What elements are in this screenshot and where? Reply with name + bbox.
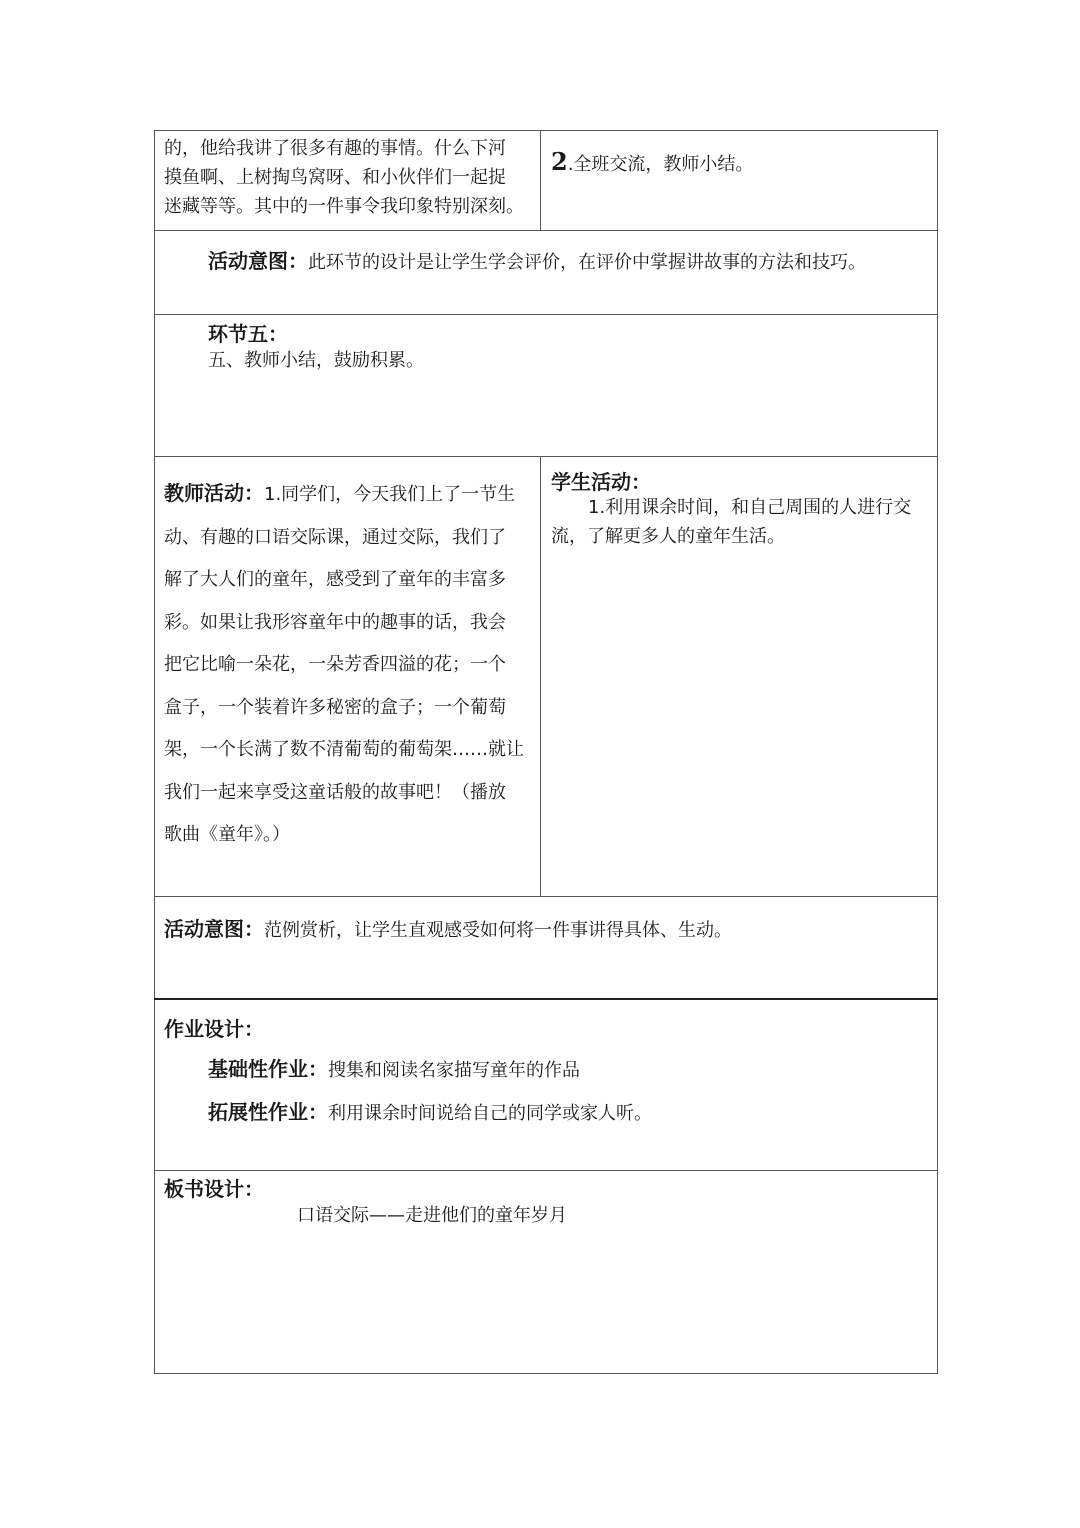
step-number: 2 xyxy=(551,147,568,176)
student-line: 流，了解更多人的童年生活。 xyxy=(551,526,785,547)
student-line: 1.利用课余时间，和自己周围的人进行交 xyxy=(588,497,912,518)
teacher-line: 动、有趣的口语交际课，通过交际，我们了 xyxy=(164,526,506,548)
teacher-first-line xyxy=(164,472,524,517)
step5-label: 环节五： xyxy=(208,322,288,346)
row-divider xyxy=(154,456,938,457)
board-title: 板书设计： xyxy=(164,1177,264,1201)
teacher-line: 把它比喻一朵花，一朵芳香四溢的花；一个 xyxy=(164,654,506,675)
teacher-line: 歌曲《童年》。） xyxy=(164,824,290,845)
intent-label: 活动意图： xyxy=(164,917,264,941)
row-divider xyxy=(154,1170,938,1171)
row1-right-text xyxy=(551,147,753,176)
homework-extended xyxy=(208,1096,652,1125)
teacher-line: 盒子，一个装着许多秘密的盒子；一个葡萄 xyxy=(164,696,506,718)
table-border-bottom xyxy=(154,1373,938,1374)
table-border-top xyxy=(154,130,938,131)
column-divider xyxy=(540,130,541,230)
intent-text: 此环节的设计是让学生学会评价，在评价中掌握讲故事的方法和技巧。 xyxy=(308,252,866,273)
intent-text: 范例赏析，让学生直观感受如何将一件事讲得具体、生动。 xyxy=(264,920,732,941)
intent-label: 活动意图： xyxy=(208,249,308,273)
row-divider-thick xyxy=(154,998,938,1000)
ext-label: 拓展性作业： xyxy=(208,1100,328,1124)
teacher-line: 架，一个长满了数不清葡萄的葡萄架……就让 xyxy=(164,739,524,760)
step5-text: 五、教师小结，鼓励积累。 xyxy=(208,350,424,371)
homework-basic xyxy=(208,1053,580,1082)
activity-intent-2 xyxy=(164,913,732,942)
basic-text: 搜集和阅读名家描写童年的作品 xyxy=(328,1060,580,1081)
basic-label: 基础性作业： xyxy=(208,1057,328,1081)
teacher-label: 教师活动： xyxy=(164,481,264,505)
text-line: 的，他给我讲了很多有趣的事情。什么下河 xyxy=(164,138,506,159)
activity-intent-1 xyxy=(208,245,866,274)
teacher-line: 解了大人们的童年，感受到了童年的丰富多 xyxy=(164,569,506,590)
teacher-activity xyxy=(164,472,524,857)
text-line: 摸鱼啊、上树掏鸟窝呀、和小伙伴们一起捉 xyxy=(164,167,506,188)
teacher-line: 彩。如果让我形容童年中的趣事的话，我会 xyxy=(164,611,506,633)
text-line: 迷藏等等。其中的一件事令我印象特别深刻。 xyxy=(164,196,524,217)
ext-text: 利用课余时间说给自己的同学或家人听。 xyxy=(328,1103,652,1124)
row1-left-text xyxy=(164,134,524,221)
teacher-line: 1.同学们，今天我们上了一节生 xyxy=(264,484,516,505)
row-divider xyxy=(154,314,938,315)
table-border-right xyxy=(937,130,938,1374)
column-divider xyxy=(540,456,541,896)
student-label: 学生活动： xyxy=(551,470,651,494)
row-divider xyxy=(154,230,938,231)
table-border-left xyxy=(154,130,155,1374)
row-divider xyxy=(154,896,938,897)
homework-title: 作业设计： xyxy=(164,1017,264,1041)
teacher-line: 我们一起来享受这童话般的故事吧！（播放 xyxy=(164,781,506,803)
board-text: 口语交际——走进他们的童年岁月 xyxy=(297,1205,567,1226)
step-text: .全班交流，教师小结。 xyxy=(567,154,754,175)
